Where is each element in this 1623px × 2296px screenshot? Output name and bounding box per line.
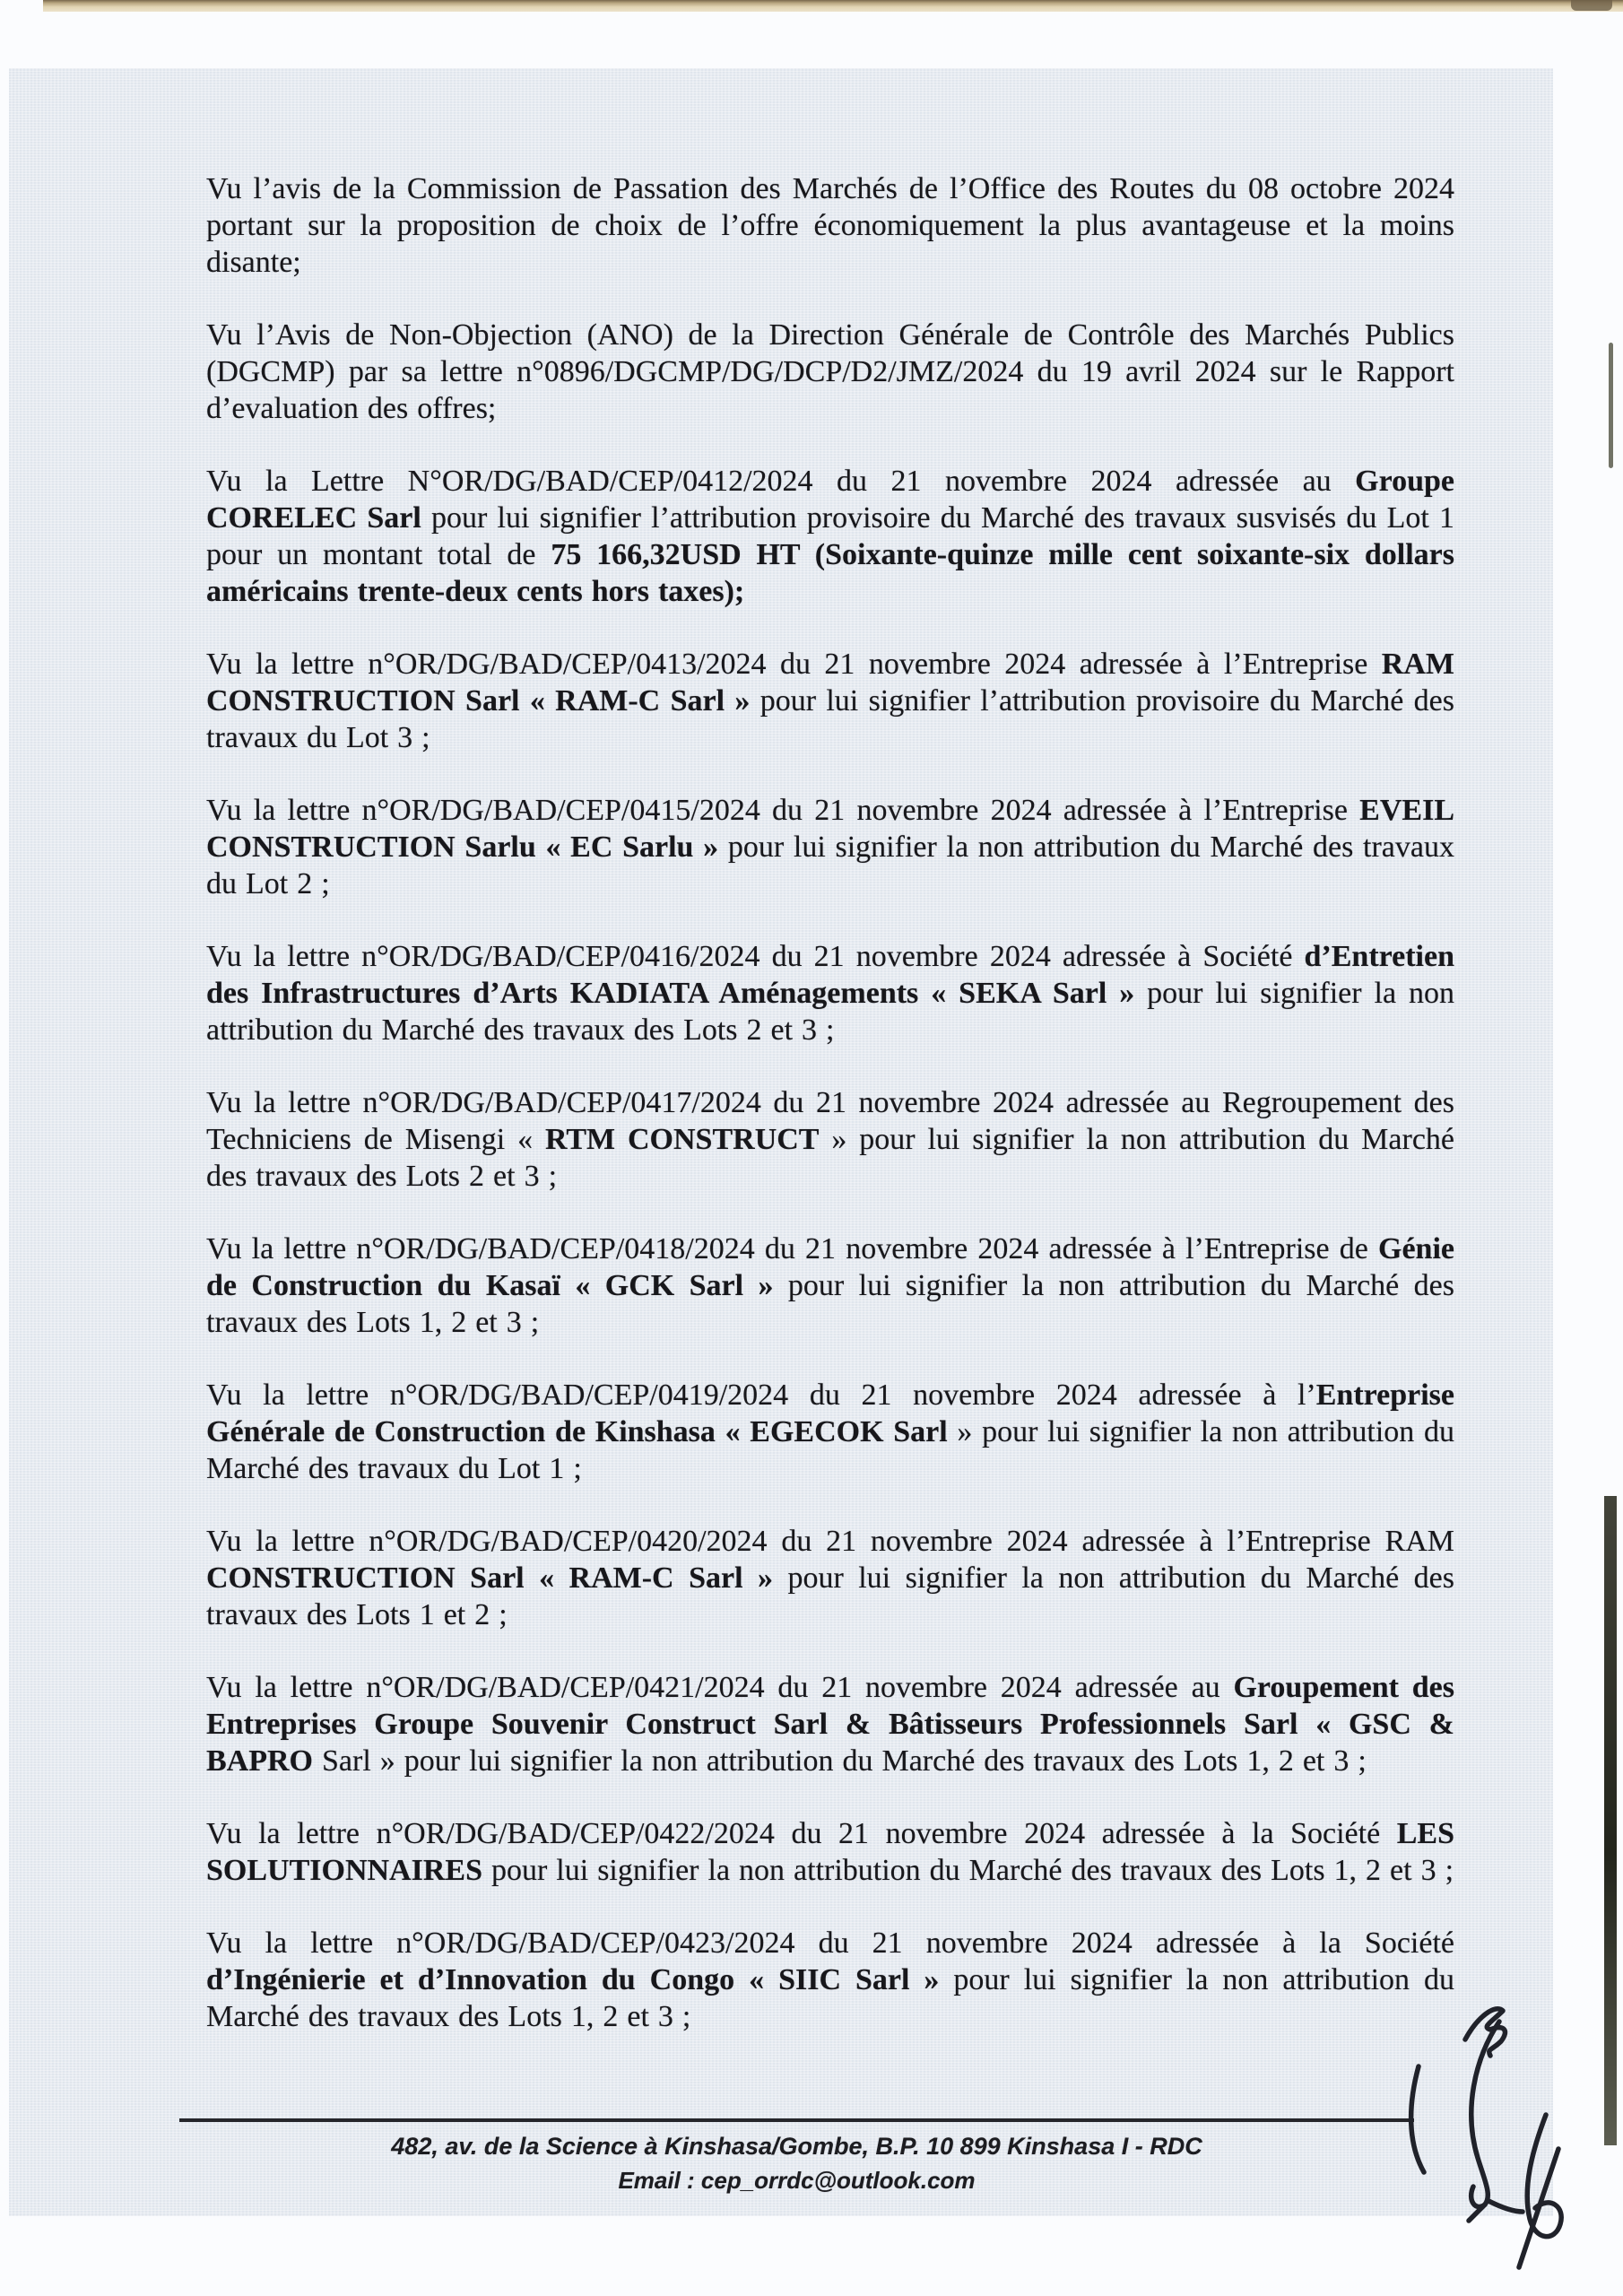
paragraph-run: Sarl » pour lui signifier la non attribution du Marché des travaux des Lots 1, 2 et 3 ; bbox=[313, 1744, 1367, 1778]
paragraph-run: pour lui signifier la non attribution du Marché des travaux du Lot 2 ; bbox=[206, 831, 1454, 900]
paragraph-run: Vu la lettre n°OR/DG/BAD/CEP/0417/2024 du 21 novembre 2024 adressée au Regroupement des Techniciens de Misengi « bbox=[206, 1086, 1454, 1156]
footer-address: 482, av. de la Science à Kinshasa/Gombe, B.P. 10 899 Kinshasa I - RDC bbox=[391, 2133, 1202, 2160]
paragraph-run: Vu la lettre n°OR/DG/BAD/CEP/0415/2024 du 21 novembre 2024 adressée à l’Entreprise bbox=[206, 794, 1360, 827]
footer-divider bbox=[179, 2118, 1414, 2122]
paragraph-run: Vu la lettre n°OR/DG/BAD/CEP/0423/2024 du 21 novembre 2024 adressée à la Société bbox=[206, 1926, 1454, 1960]
paragraph bbox=[206, 646, 1454, 756]
paragraph-bold-run: CONSTRUCTION Sarl « RAM-C Sarl » bbox=[206, 1561, 773, 1595]
paragraph bbox=[206, 1523, 1454, 1633]
paragraph-run: Vu l’Avis de Non-Objection (ANO) de la Direction Générale de Contrôle des Marchés Publics (DGCMP) par sa lettre n°0896/DGCMP/DG/DCP/D2/JMZ/2024 du 19 avril 2024 sur le Rapport d’evaluation des offres; bbox=[206, 318, 1454, 425]
paragraph-run: pour lui signifier la non attribution du Marché des travaux des Lots 2 et 3 ; bbox=[206, 977, 1454, 1047]
paragraph-bold-run: d’Entretien des Infrastructures d’Arts KADIATA Aménagements « SEKA Sarl » bbox=[206, 940, 1454, 1010]
paragraph-bold-run: RTM CONSTRUCT bbox=[544, 1123, 820, 1156]
scanner-edge-top bbox=[43, 0, 1623, 12]
paragraph-run: pour lui signifier la non attribution du Marché des travaux des Lots 1, 2 et 3 ; bbox=[482, 1854, 1454, 1887]
paragraph-run: Vu la lettre n°OR/DG/BAD/CEP/0422/2024 du 21 novembre 2024 adressée à la Société bbox=[206, 1817, 1397, 1850]
paragraph-run: Vu la lettre n°OR/DG/BAD/CEP/0416/2024 du 21 novembre 2024 adressée à Société bbox=[206, 940, 1305, 973]
paragraph-bold-run: LES SOLUTIONNAIRES bbox=[206, 1817, 1454, 1887]
paragraph-run: pour lui signifier la non attribution du Marché des travaux des Lots 1 et 2 ; bbox=[206, 1561, 1454, 1631]
signature-paraph bbox=[1388, 1980, 1576, 2276]
paragraph-bold-run: Groupement des Entreprises Groupe Souvenir Construct Sarl & Bâtisseurs Professionnels Sarl « GSC & BAPRO bbox=[206, 1671, 1455, 1778]
paragraph-bold-run: Groupe CORELEC Sarl bbox=[206, 465, 1454, 535]
paragraph bbox=[206, 1377, 1454, 1487]
paragraph bbox=[206, 1815, 1454, 1889]
paragraph-bold-run: Génie de Construction du Kasaï « GCK Sarl » bbox=[206, 1232, 1454, 1302]
scanner-edge-right-band bbox=[1604, 1496, 1617, 2145]
paragraph-run: Vu la lettre n°OR/DG/BAD/CEP/0421/2024 du 21 novembre 2024 adressée au bbox=[206, 1671, 1234, 1704]
paragraph-run: pour lui signifier l’attribution provisoire du Marché des travaux du Lot 3 ; bbox=[206, 684, 1454, 754]
paragraph-run: » pour lui signifier la non attribution du Marché des travaux du Lot 1 ; bbox=[206, 1415, 1455, 1485]
paragraph bbox=[206, 317, 1454, 427]
footer-email: Email : cep_orrdc@outlook.com bbox=[618, 2167, 976, 2194]
scanner-edge-right-dash bbox=[1609, 343, 1613, 468]
paragraph-bold-run: 75 166,32USD HT (Soixante-quinze mille cent soixante-six dollars américains trente-deux cents hors taxes); bbox=[206, 538, 1454, 608]
paragraph bbox=[206, 463, 1454, 610]
paragraph-bold-run: Entreprise Générale de Construction de Kinshasa « EGECOK Sarl bbox=[206, 1378, 1454, 1448]
paragraph-run: Vu la lettre n°OR/DG/BAD/CEP/0413/2024 du 21 novembre 2024 adressée à l’Entreprise bbox=[206, 648, 1382, 681]
paragraph-run: pour lui signifier la non attribution du Marché des travaux des Lots 1, 2 et 3 ; bbox=[206, 1963, 1455, 2033]
paragraph-run: Vu la lettre n°OR/DG/BAD/CEP/0419/2024 du 21 novembre 2024 adressée à l’ bbox=[206, 1378, 1316, 1412]
paragraph-run: Vu l’avis de la Commission de Passation des Marchés de l’Office des Routes du 08 octobre 2024 portant sur la proposition de choix de l’offre économiquement la plus avantageuse et la moins disante; bbox=[206, 172, 1454, 279]
paragraph-run: Vu la lettre n°OR/DG/BAD/CEP/0418/2024 du 21 novembre 2024 adressée à l’Entreprise de bbox=[206, 1232, 1379, 1265]
paragraph bbox=[206, 170, 1454, 281]
paragraph-run: Vu la lettre n°OR/DG/BAD/CEP/0420/2024 du 21 novembre 2024 adressée à l’Entreprise RAM bbox=[206, 1525, 1454, 1558]
paragraph bbox=[206, 938, 1454, 1048]
scanner-edge-top-right-shadow bbox=[1571, 0, 1612, 11]
paragraph-bold-run: EVEIL CONSTRUCTION Sarlu « EC Sarlu » bbox=[206, 794, 1454, 864]
paragraph bbox=[206, 1669, 1454, 1779]
paragraph bbox=[206, 792, 1454, 902]
paragraph-run: Vu la Lettre N°OR/DG/BAD/CEP/0412/2024 du 21 novembre 2024 adressée au bbox=[206, 465, 1356, 498]
paragraph bbox=[206, 1231, 1454, 1341]
paragraph-run: » pour lui signifier la non attribution du Marché des travaux des Lots 2 et 3 ; bbox=[206, 1123, 1455, 1193]
paragraph-bold-run: RAM CONSTRUCTION Sarl « RAM-C Sarl » bbox=[206, 648, 1454, 718]
paragraph-run: pour lui signifier l’attribution provisoire du Marché des travaux susvisés du Lot 1 pour un montant total de bbox=[206, 501, 1454, 571]
paragraph bbox=[206, 1084, 1454, 1195]
paragraph bbox=[206, 1925, 1454, 2035]
paragraph-bold-run: d’Ingénierie et d’Innovation du Congo « SIIC Sarl » bbox=[206, 1963, 940, 1996]
paragraph-run: pour lui signifier la non attribution du Marché des travaux des Lots 1, 2 et 3 ; bbox=[206, 1269, 1454, 1339]
document-body bbox=[206, 170, 1454, 2071]
